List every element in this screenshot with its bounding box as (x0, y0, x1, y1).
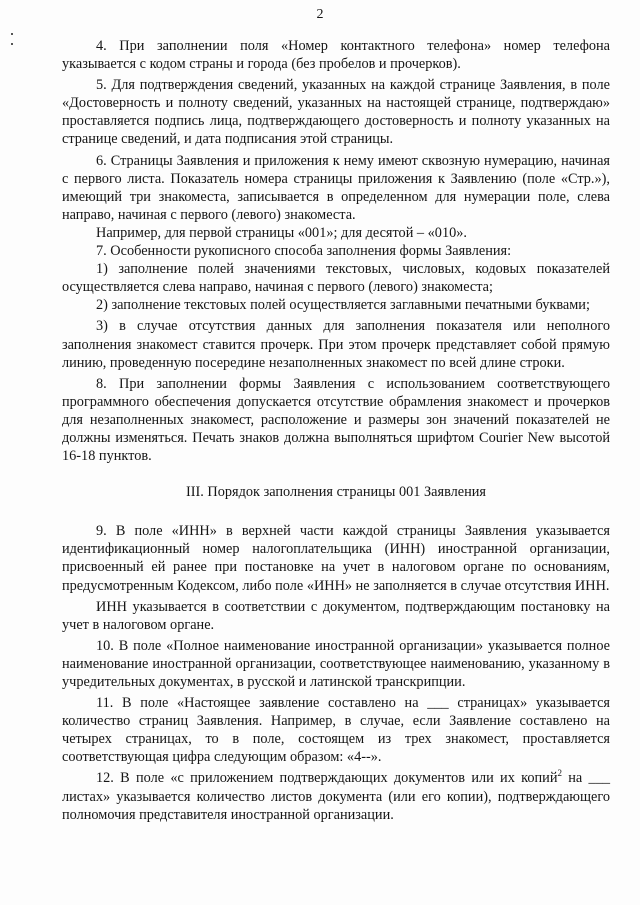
scan-mark (11, 33, 13, 35)
document-body (62, 37, 610, 824)
section-heading: III. Порядок заполнения страницы 001 Заявления (186, 484, 486, 501)
page-number: 2 (316, 7, 324, 22)
paragraph-7-item-3: 3) в случае отсутствия данных для заполнения показателя или неполного заполнения знакомест ставится прочерк. При этом прочерк представляет собой прямую линию, проведенную посередине незаполненных знакомест по всей длине строки. (62, 318, 610, 371)
paragraph-12 (62, 769, 610, 823)
paragraph-12-text: 12. В поле «с приложением подтверждающих документов или их копий (96, 770, 558, 787)
footnote-ref: 2 (557, 768, 562, 779)
paragraph-8: 8. При заполнении формы Заявления с использованием соответствующего программного обеспечения допускается отсутствие обрамления знакомест и прочерков для незаполненных знакомест, расположение и размеры зон значений показателей не должны изменяться. Печать знаков должна выполняться шрифтом Courier New высотой 16-18 пунктов. (62, 375, 610, 465)
paragraph-12-text-cont: на ___ листах» указывается количество листов документа (или его копии), подтверждающего полномочия представителя иностранной организации. (62, 770, 610, 823)
paragraph-7-item-2: 2) заполнение текстовых полей осуществляется заглавными печатными буквами; (96, 297, 590, 314)
paragraph-7-item-1: 1) заполнение полей значениями текстовых, числовых, кодовых показателей осуществляется слева направо, начиная с первого (левого) знакоместа; (62, 261, 610, 296)
paragraph-4: 4. При заполнении поля «Номер контактного телефона» номер телефона указывается с кодом страны и города (без пробелов и прочерков). (62, 38, 610, 73)
paragraph-10: 10. В поле «Полное наименование иностранной организации» указывается полное наименование иностранной организации, соответствующее наименованию, указанному в учредительных документах, в русской и латинской транскрипции. (62, 637, 610, 690)
paragraph-7: 7. Особенности рукописного способа заполнения формы Заявления: (96, 243, 512, 260)
paragraph-example: Например, для первой страницы «001»; для десятой – «010». (96, 224, 467, 241)
paragraph-11: 11. В поле «Настоящее заявление составлено на ___ страницах» указывается количество страниц Заявления. Например, в случае, если Заявление составлено на четырех страницах, то в поле, состоящем из трех знакомест, проставляется соответствующая цифра следующим образом: «4--». (62, 695, 610, 766)
paragraph-9-inn: ИНН указывается в соответствии с документом, подтверждающим постановку на учет в налоговом органе. (62, 598, 610, 633)
paragraph-5: 5. Для подтверждения сведений, указанных на каждой странице Заявления, в поле «Достоверность и полноту сведений, указанных на настоящей странице, подтверждаю» проставляется подпись лица, подтверждающего достоверность и полноту указанных на странице сведений, и дата подписания этой страницы. (62, 77, 610, 148)
scan-mark (11, 43, 13, 45)
paragraph-6: 6. Страницы Заявления и приложения к нему имеют сквозную нумерацию, начиная с первого листа. Показатель номера страницы приложения к Заявлению (поле «Стр.»), имеющий три знакоместа, записывается в определенном для нумерации поле, слева направо, начиная с первого (левого) знакоместа. (62, 152, 610, 223)
paragraph-9: 9. В поле «ИНН» в верхней части каждой страницы Заявления указывается идентификационный номер налогоплательщика (ИНН) иностранной организации, присвоенный ей ранее при постановке на учет в налоговом органе по основаниям, предусмотренным Кодексом, либо поле «ИНН» не заполняется в случае отсутствия ИНН. (62, 523, 610, 594)
